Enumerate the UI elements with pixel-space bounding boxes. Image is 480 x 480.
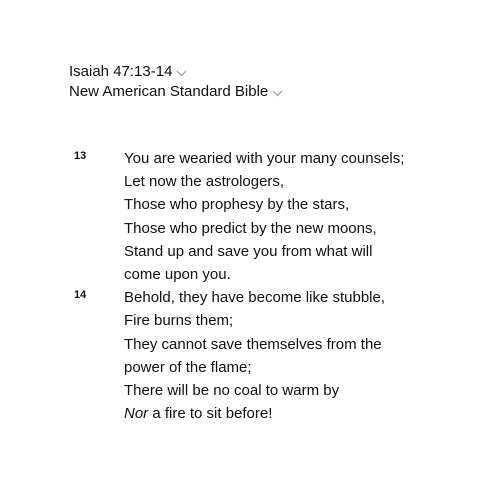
verse-line: Behold, they have become like stubble, [124,289,385,307]
verse-line: Stand up and save you from what will [124,242,373,260]
verse-line: come upon you. [124,265,231,283]
chevron-down-icon [272,89,283,97]
verse-14 [0,286,480,425]
reference-label: Isaiah 47:13-14 [69,63,173,80]
italic-word: Nor [124,405,149,423]
verse-line: They cannot save themselves from the [124,335,382,353]
verse-line: power of the flame; [124,358,252,376]
version-label: New American Standard Bible [69,83,269,100]
line-rest: a fire to sit before! [148,405,273,423]
reference-selector[interactable] [69,62,283,82]
verse-line: You are wearied with your many counsels; [124,150,405,167]
passage-header [69,62,283,102]
verse-line: Those who prophesy by the stars, [124,196,350,214]
verse-number[interactable]: 14 [74,289,87,302]
verse-line: There will be no coal to warm by [124,381,340,399]
verse-line [124,402,480,425]
verse-line: Fire burns them; [124,312,234,330]
passage-text [0,147,480,425]
verse-number[interactable]: 13 [74,150,87,162]
verse-line: Those who predict by the new moons, [124,219,377,237]
verse-line: Let now the astrologers, [124,173,285,191]
version-selector[interactable] [69,82,283,102]
verse-13 [0,147,480,286]
chevron-down-icon [176,69,187,77]
